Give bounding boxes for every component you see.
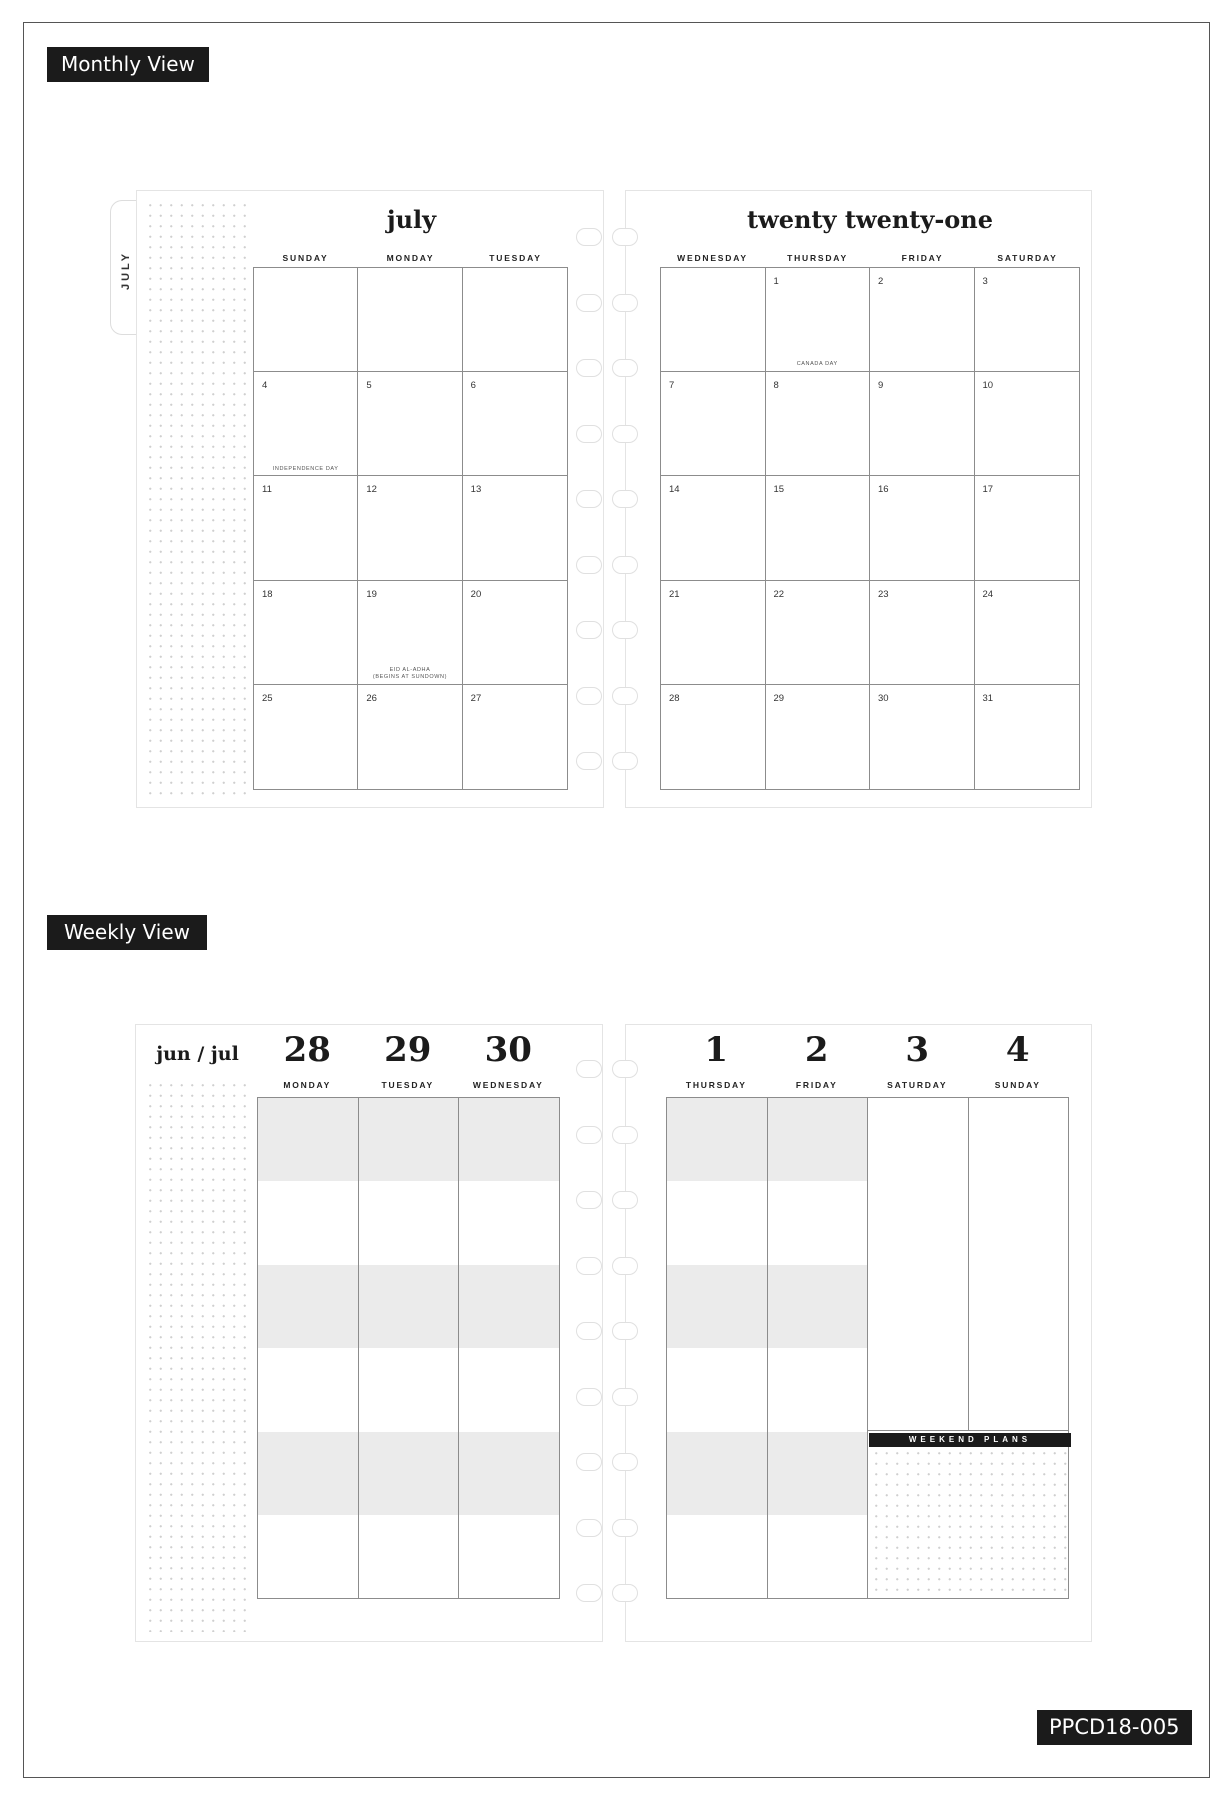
calendar-day-cell[interactable] bbox=[358, 685, 462, 789]
binder-ring bbox=[576, 1060, 602, 1078]
week-day-name: FRIDAY bbox=[795, 1080, 838, 1090]
day-number: 14 bbox=[669, 484, 680, 496]
binder-ring bbox=[612, 1191, 638, 1209]
monthly-view-label: Monthly View bbox=[47, 47, 209, 82]
shaded-band bbox=[768, 1098, 868, 1181]
binder-ring bbox=[612, 752, 638, 770]
calendar-day-cell[interactable] bbox=[661, 268, 766, 372]
week-day-name: MONDAY bbox=[283, 1080, 332, 1090]
calendar-day-cell[interactable] bbox=[870, 476, 975, 580]
day-number: 3 bbox=[982, 276, 988, 287]
week-date-number: 29 bbox=[384, 1030, 432, 1070]
calendar-day-cell[interactable] bbox=[766, 268, 871, 372]
day-number: 17 bbox=[982, 484, 994, 496]
calendar-day-cell[interactable] bbox=[661, 372, 766, 476]
binder-ring bbox=[612, 1388, 638, 1406]
binder-ring bbox=[576, 687, 602, 705]
shaded-band bbox=[768, 1432, 868, 1515]
binder-ring bbox=[576, 1257, 602, 1275]
shaded-band bbox=[258, 1432, 358, 1515]
calendar-day-cell[interactable] bbox=[870, 372, 975, 476]
binder-ring bbox=[612, 294, 638, 312]
day-number: 13 bbox=[470, 484, 482, 496]
day-number: 21 bbox=[669, 588, 680, 600]
binder-ring bbox=[576, 425, 602, 443]
day-number: 23 bbox=[878, 588, 889, 600]
day-header: FRIDAY bbox=[901, 253, 944, 263]
calendar-day-cell[interactable] bbox=[358, 268, 462, 372]
calendar-day-cell[interactable] bbox=[463, 268, 567, 372]
binder-ring bbox=[576, 1584, 602, 1602]
year-title: twenty twenty-one bbox=[746, 205, 994, 234]
shaded-band bbox=[667, 1265, 767, 1348]
binder-ring bbox=[612, 359, 638, 377]
day-number: 2 bbox=[878, 276, 884, 287]
calendar-day-cell[interactable] bbox=[766, 476, 871, 580]
weekend-plans-banner: WEEKEND PLANS bbox=[869, 1433, 1071, 1447]
week-day-column[interactable] bbox=[358, 1097, 460, 1599]
binder-ring bbox=[612, 1453, 638, 1471]
binder-ring bbox=[612, 1322, 638, 1340]
calendar-day-cell[interactable] bbox=[661, 476, 766, 580]
binder-ring bbox=[612, 556, 638, 574]
day-header: SATURDAY bbox=[997, 253, 1058, 263]
day-number: 11 bbox=[262, 484, 272, 496]
day-number: 18 bbox=[262, 588, 273, 600]
calendar-day-cell[interactable] bbox=[975, 685, 1080, 789]
calendar-day-cell[interactable] bbox=[358, 581, 462, 685]
day-number: 10 bbox=[982, 380, 994, 392]
day-number: 15 bbox=[773, 484, 785, 496]
day-header: WEDNESDAY bbox=[677, 253, 748, 263]
day-number: 9 bbox=[878, 380, 884, 392]
week-day-column[interactable] bbox=[458, 1097, 560, 1599]
shaded-band bbox=[459, 1098, 559, 1181]
week-day-column[interactable] bbox=[767, 1097, 869, 1599]
shaded-band bbox=[258, 1265, 358, 1348]
week-day-name: SUNDAY bbox=[994, 1080, 1041, 1090]
shaded-band bbox=[768, 1265, 868, 1348]
week-day-name: THURSDAY bbox=[685, 1080, 747, 1090]
binder-ring bbox=[576, 752, 602, 770]
month-title: july bbox=[386, 205, 437, 234]
week-day-column[interactable] bbox=[968, 1097, 1070, 1431]
calendar-day-cell[interactable] bbox=[358, 372, 462, 476]
binder-ring bbox=[576, 621, 602, 639]
calendar-day-cell[interactable] bbox=[975, 476, 1080, 580]
week-month-label: jun / jul bbox=[156, 1043, 239, 1065]
binder-ring bbox=[612, 425, 638, 443]
binder-ring bbox=[576, 556, 602, 574]
calendar-day-cell[interactable] bbox=[254, 372, 358, 476]
binder-ring bbox=[576, 1126, 602, 1144]
week-day-name: SATURDAY bbox=[887, 1080, 948, 1090]
shaded-band bbox=[258, 1098, 358, 1181]
binder-ring bbox=[612, 687, 638, 705]
day-number: 19 bbox=[366, 588, 377, 600]
binder-ring bbox=[612, 490, 638, 508]
calendar-day-cell[interactable] bbox=[975, 581, 1080, 685]
day-number: 31 bbox=[982, 692, 994, 704]
holiday-note: INDEPENDENCE DAY bbox=[272, 465, 339, 472]
binder-ring bbox=[612, 1257, 638, 1275]
binder-ring bbox=[612, 1519, 638, 1537]
day-number: 22 bbox=[773, 588, 785, 600]
week-date-number: 2 bbox=[804, 1030, 829, 1070]
calendar-day-cell[interactable] bbox=[975, 372, 1080, 476]
week-day-column[interactable] bbox=[257, 1097, 359, 1599]
calendar-day-cell[interactable] bbox=[254, 685, 358, 789]
calendar-day-cell[interactable] bbox=[358, 476, 462, 580]
calendar-day-cell[interactable] bbox=[766, 372, 871, 476]
day-number: 27 bbox=[470, 692, 482, 704]
day-number: 4 bbox=[262, 380, 268, 392]
day-number: 12 bbox=[366, 484, 377, 496]
day-header: SUNDAY bbox=[282, 253, 329, 263]
week-day-column[interactable] bbox=[666, 1097, 768, 1599]
day-number: 7 bbox=[669, 380, 675, 392]
shaded-band bbox=[459, 1432, 559, 1515]
day-number: 6 bbox=[470, 380, 476, 392]
day-number: 8 bbox=[773, 380, 779, 392]
shaded-band bbox=[359, 1265, 459, 1348]
calendar-day-cell[interactable] bbox=[766, 581, 871, 685]
binder-ring bbox=[612, 228, 638, 246]
weekly-view-label: Weekly View bbox=[47, 915, 207, 950]
shaded-band bbox=[667, 1432, 767, 1515]
week-date-number: 4 bbox=[1005, 1030, 1030, 1070]
week-day-name: TUESDAY bbox=[381, 1080, 434, 1090]
calendar-day-cell[interactable] bbox=[463, 581, 567, 685]
binder-ring bbox=[612, 1060, 638, 1078]
calendar-day-cell[interactable] bbox=[254, 581, 358, 685]
holiday-note: CANADA DAY bbox=[796, 361, 838, 368]
calendar-day-cell[interactable] bbox=[254, 476, 358, 580]
binder-ring bbox=[576, 1453, 602, 1471]
day-number: 25 bbox=[262, 692, 273, 704]
binder-ring bbox=[576, 1191, 602, 1209]
calendar-day-cell[interactable] bbox=[975, 268, 1080, 372]
day-number: 28 bbox=[669, 692, 680, 704]
calendar-day-cell[interactable] bbox=[870, 268, 975, 372]
binder-ring bbox=[576, 359, 602, 377]
day-number: 16 bbox=[878, 484, 889, 496]
binder-ring bbox=[576, 1388, 602, 1406]
day-header: TUESDAY bbox=[489, 253, 542, 263]
calendar-day-cell[interactable] bbox=[463, 476, 567, 580]
day-number: 29 bbox=[773, 692, 785, 704]
holiday-note: EID AL-ADHA (BEGINS AT SUNDOWN) bbox=[372, 667, 448, 680]
day-number: 26 bbox=[366, 692, 377, 704]
monthly-left-dot-grid bbox=[145, 200, 251, 798]
binder-ring bbox=[612, 621, 638, 639]
calendar-day-cell[interactable] bbox=[870, 581, 975, 685]
week-date-number: 28 bbox=[283, 1030, 331, 1070]
binder-ring bbox=[576, 490, 602, 508]
monthly-right-calendar-grid bbox=[660, 267, 1080, 790]
week-day-column[interactable] bbox=[867, 1097, 969, 1431]
day-header: MONDAY bbox=[386, 253, 435, 263]
day-number: 30 bbox=[878, 692, 889, 704]
day-number: 24 bbox=[982, 588, 994, 600]
week-day-name: WEDNESDAY bbox=[472, 1080, 544, 1090]
calendar-day-cell[interactable] bbox=[870, 685, 975, 789]
day-number: 5 bbox=[366, 380, 372, 392]
day-header: THURSDAY bbox=[787, 253, 848, 263]
shaded-band bbox=[359, 1432, 459, 1515]
binder-ring bbox=[576, 1519, 602, 1537]
week-date-number: 30 bbox=[484, 1030, 532, 1070]
calendar-day-cell[interactable] bbox=[463, 372, 567, 476]
calendar-day-cell[interactable] bbox=[661, 685, 766, 789]
monthly-left-calendar-grid bbox=[253, 267, 568, 790]
calendar-day-cell[interactable] bbox=[254, 268, 358, 372]
binder-ring bbox=[612, 1584, 638, 1602]
binder-ring bbox=[576, 294, 602, 312]
calendar-day-cell[interactable] bbox=[463, 685, 567, 789]
shaded-band bbox=[459, 1265, 559, 1348]
calendar-day-cell[interactable] bbox=[766, 685, 871, 789]
shaded-band bbox=[359, 1098, 459, 1181]
binder-ring bbox=[576, 1322, 602, 1340]
week-date-number: 3 bbox=[905, 1030, 930, 1070]
shaded-band bbox=[667, 1098, 767, 1181]
binder-ring bbox=[576, 228, 602, 246]
month-tab-label: JULY bbox=[120, 250, 132, 290]
weekend-plans-dot-grid bbox=[871, 1448, 1068, 1598]
weekly-left-dot-grid bbox=[145, 1080, 251, 1632]
product-code: PPCD18-005 bbox=[1037, 1710, 1192, 1745]
day-number: 1 bbox=[773, 276, 779, 287]
week-date-number: 1 bbox=[704, 1030, 729, 1070]
binder-ring bbox=[612, 1126, 638, 1144]
calendar-day-cell[interactable] bbox=[661, 581, 766, 685]
day-number: 20 bbox=[470, 588, 482, 600]
